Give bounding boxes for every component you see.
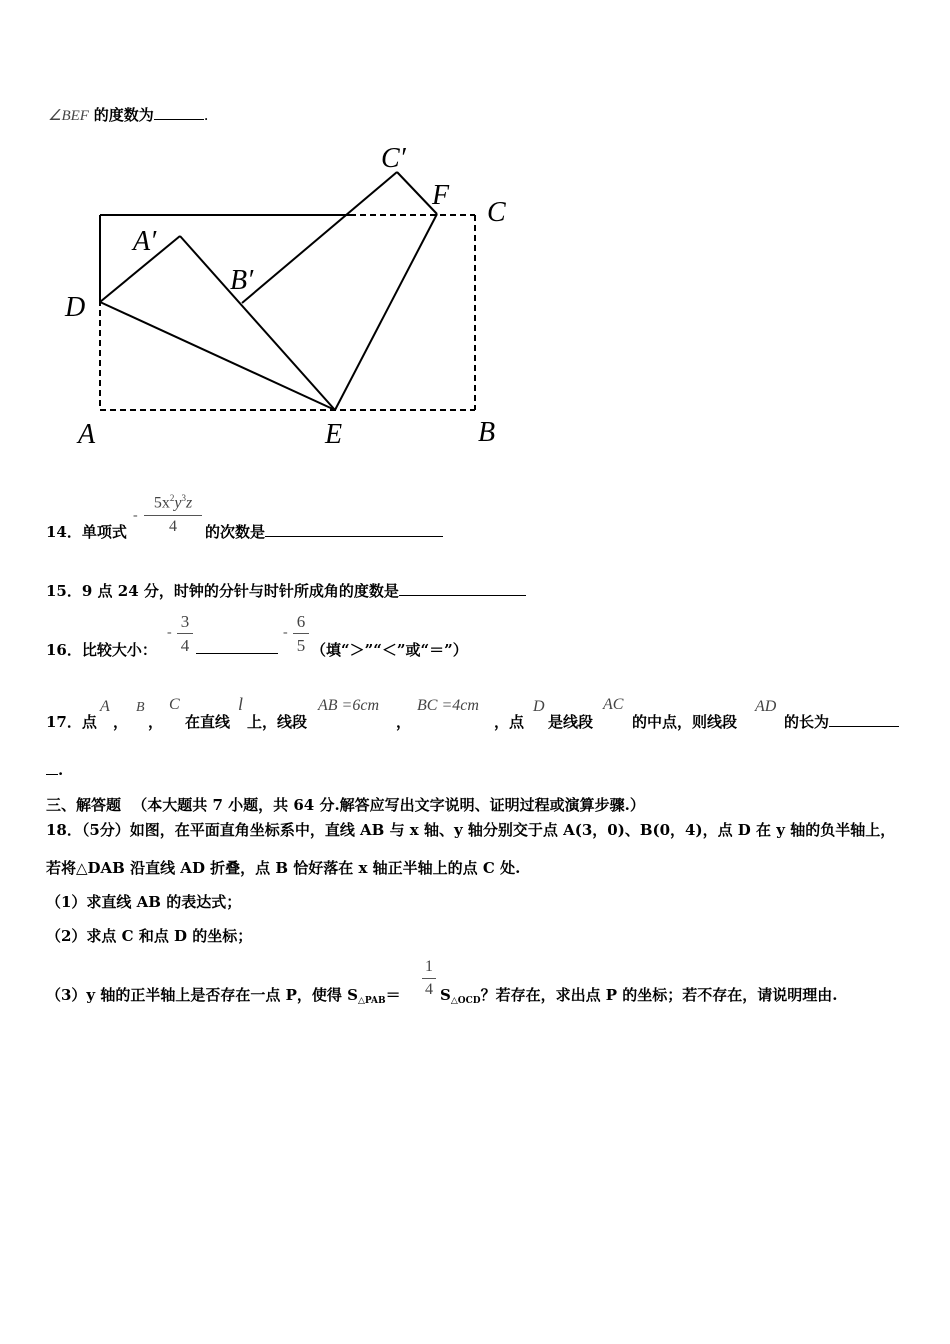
q16-hint: （填“＞”“＜”或“＝”） [311,641,468,659]
q16-frac1-den: 4 [180,636,190,655]
q16-minus1: - [167,625,172,640]
q13-line [48,104,209,125]
q17-point: ，点 [494,713,525,731]
q17-comma3: ， [396,713,412,731]
q14-denominator: 4 [169,518,177,535]
section3-header [46,794,645,815]
q17-midpoint: 的中点，则线段 [632,713,738,731]
segment-E-F [335,214,437,410]
angle-bef: ∠BEF [48,108,89,124]
q17-BC-eq: BC =4cm [417,697,479,714]
geometry-figure [0,135,520,475]
q17-D: D [533,698,545,715]
section3-note: （本大题共 7 小题，共 64 分.解答应写出文字说明、证明过程或演算步骤.） [132,796,645,814]
q16-fraction2 [293,612,309,656]
q13-text: 的度数为 [93,106,154,124]
segment-Cprime-Bprime [242,172,397,303]
q17-tail: . [46,760,63,779]
answer-blank [46,760,58,775]
q13-end: . [203,106,209,124]
answer-blank [829,712,899,727]
q18-part2: （2）求点 C 和点 D 的坐标； [46,927,253,945]
q16-number: 16．比较大小： [46,641,157,659]
q14-number: 14．单项式 [46,523,127,541]
q17-comma1: ， [113,713,129,731]
label-A: A [78,419,96,450]
q17-length: 的长为 [784,711,899,732]
label-A-prime: A′ [133,226,157,257]
q14-numerator: $5x^2y^3z$ [153,493,193,512]
q18-part3-b: $S_{\triangle OCD}$？若存在，求出点 P 的坐标；若不存在，请说明理由. [440,986,838,1006]
section3-title: 三、解答题 [46,796,122,814]
q14-fraction [144,493,202,536]
q14-text: 的次数是 [205,521,443,542]
segment-Aprime-E [180,236,335,410]
label-E: E [325,419,343,450]
q16-frac2-den: 5 [296,636,306,655]
q17-C: C [169,696,180,713]
q16-fraction1 [177,612,193,656]
q18-frac-num: 1 [425,958,433,975]
q17-comma2: ， [148,713,164,731]
q17-on-line: 在直线 [185,713,231,731]
q16-blank [196,639,278,658]
q18-line1: 18．（5分）如图，在平面直角坐标系中，直线 AB 与 x 轴、y 轴分别交于点 A(3，0)、B(0，4)，点 D 在 y 轴的负半轴上， [46,821,896,839]
q16-frac1-num: 3 [180,612,190,631]
label-C: C [487,197,506,228]
q18-line2: 若将△DAB 沿直线 AD 折叠，点 B 恰好落在 x 轴正半轴上的点 C 处. [46,859,521,877]
q15-line: 15．9 点 24 分，时钟的分针与时针所成角的度数是 [46,580,526,601]
q17-B: B [136,700,145,715]
q18-fraction [422,958,436,999]
q17-l: l [238,694,244,714]
label-C-prime: C′ [381,143,406,174]
q16-minus2: - [283,625,288,640]
q17-is-mid: 是线段 [548,713,594,731]
q17-AC: AC [603,696,624,713]
answer-blank [265,522,443,537]
answer-blank [196,639,278,654]
label-B: B [478,417,496,448]
q17-AD: AD [755,698,777,715]
answer-blank [399,581,526,596]
label-F: F [432,180,450,211]
q17-AB-eq: AB =6cm [318,697,379,714]
q18-part1: （1）求直线 AB 的表达式； [46,893,242,911]
q14-minus: - [133,508,138,523]
answer-blank [154,105,204,120]
label-B-prime: B′ [230,265,254,296]
q18-part3-a: （3）y 轴的正半轴上是否存在一点 P，使得 $S_{\triangle PAB}=$ [46,986,401,1006]
segment-F-Cprime [397,172,437,214]
segment-D-E [100,302,335,410]
label-D: D [65,292,86,323]
q18-frac-den: 4 [425,981,433,998]
q17-prefix: 17．点 [46,713,97,731]
q17-A: A [100,698,110,715]
q17-segment: 上，线段 [247,713,308,731]
q16-frac2-num: 6 [296,612,306,631]
